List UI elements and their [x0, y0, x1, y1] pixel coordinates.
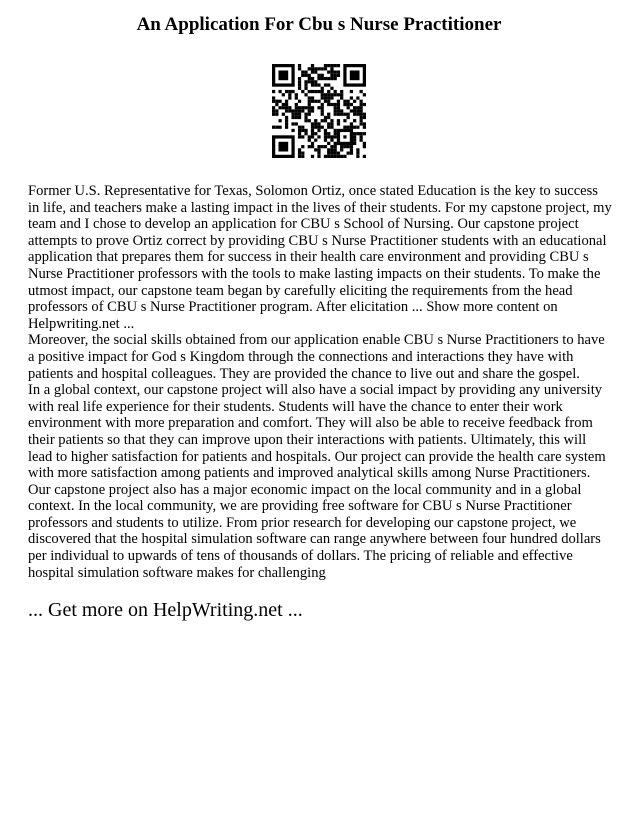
- qr-code: [272, 64, 366, 158]
- document-body: [28, 183, 612, 581]
- paragraph-1: Former U.S. Representative for Texas, Solomon Ortiz, once stated Education is the key to success in life, and teachers make a lasting impact in the lives of their students. For my capstone project, my team and I chose to develop an application for CBU s School of Nursing. Our capstone project attempts to prove Ortiz correct by providing CBU s Nurse Practitioner students with an educational application that prepares them for success in their health care environment and providing CBU s Nurse Practitioner professors with the tools to make lasting impacts on their students. To make the utmost impact, our capstone team began by carefully eliciting the requirements from the head professors of CBU s Nurse Practitioner program. After elicitation ... Show more content on Helpwriting.net ...: [28, 183, 612, 332]
- paragraph-2: Moreover, the social skills obtained from our application enable CBU s Nurse Practitioners to have a positive impact for God s Kingdom through the connections and interactions they have with patients and hospital colleagues. They are provided the chance to live out and share the gospel.: [28, 332, 605, 382]
- document-title: An Application For Cbu s Nurse Practitioner: [136, 14, 502, 35]
- get-more-link[interactable]: ... Get more on HelpWriting.net ...: [28, 599, 303, 621]
- paragraph-3: In a global context, our capstone project will also have a social impact by providing any university with real life experience for their students. Students will have the chance to enter their work environment with more preparation and comfort. They will also be able to receive feedback from their patients so that they can improve upon their interactions with patients. Ultimately, this will lead to higher satisfaction for patients and hospitals. Our project can provide the health care system with more satisfaction among patients and improved analytical skills among Nurse Practitioners. Our capstone project also has a major economic impact on the local community and in a global context. In the local community, we are providing free software for CBU s Nurse Practitioner professors and students to utilize. From prior research for developing our capstone project, we discovered that the hospital simulation software can range anywhere between four hundred dollars per individual to upwards of tens of thousands of dollars. The pricing of reliable and effective hospital simulation software makes for challenging: [28, 382, 606, 581]
- qr-code-image: [272, 64, 366, 158]
